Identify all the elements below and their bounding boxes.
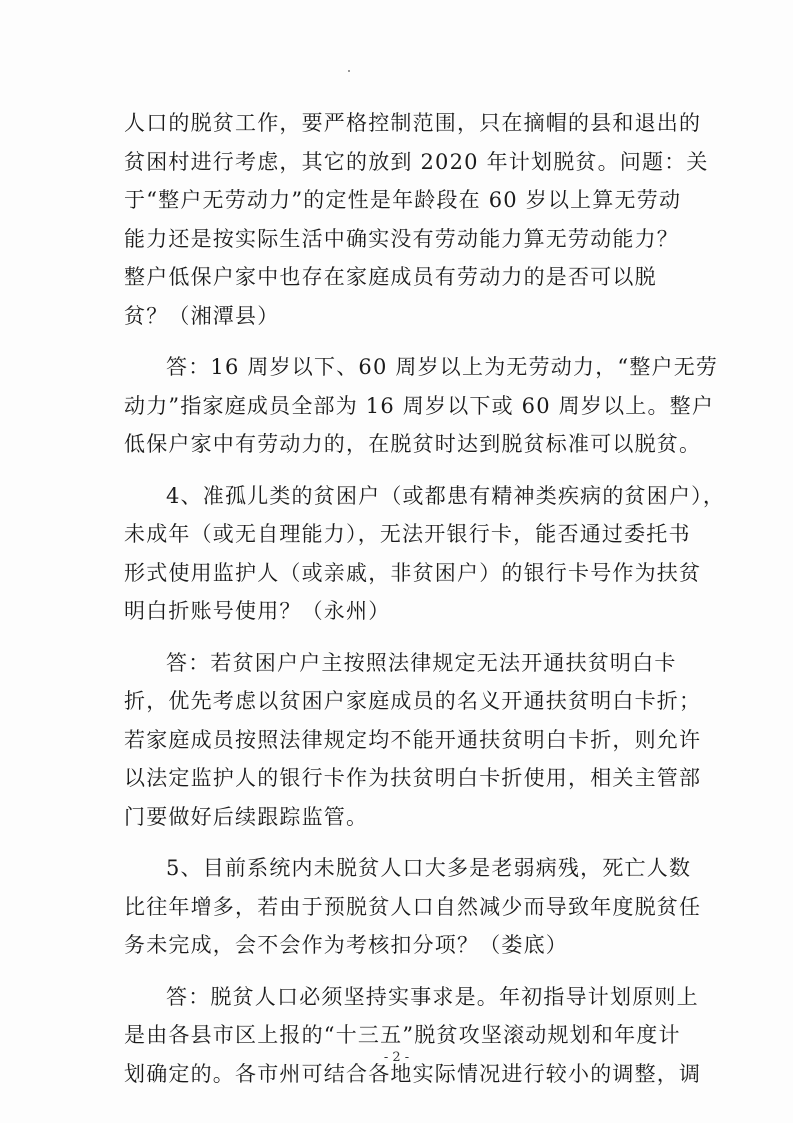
text-line: 4、准孤儿类的贫困户（或都患有精神类疾病的贫困户），	[166, 483, 726, 508]
text-line: 明白折账号使用？（永州）	[124, 599, 391, 623]
page-number: - 2 -	[383, 1050, 410, 1065]
text-line: 比往年增多，若由于预脱贫人口自然减少而导致年度脱贫任	[124, 894, 702, 919]
text-line: 答：脱贫人口必须坚持实事求是。年初指导计划原则上	[166, 984, 699, 1009]
text-line: 若家庭成员按照法律规定均不能开通扶贫明白卡折，则允许	[124, 727, 702, 752]
text-line: 于“整户无劳动力”的定性是年龄段在 60 岁以上算无劳动	[124, 188, 682, 212]
text-line: 以法定监护人的银行卡作为扶贫明白卡折使用，相关主管部	[124, 766, 702, 790]
text-line: 贫困村进行考虑，其它的放到 2020 年计划脱贫。问题：关	[124, 149, 709, 174]
text-line: 能力还是按实际生活中确实没有劳动能力算无劳动能力？	[124, 226, 679, 251]
paragraph-answer-3	[124, 348, 719, 464]
text-line: 5、目前系统内未脱贫人口大多是老弱病残，死亡人数	[166, 856, 692, 880]
text-line: 务未完成，会不会作为考核扣分项？（娄底）	[124, 933, 568, 957]
text-line: 折，优先考虑以贫困户家庭成员的名义开通扶贫明白卡折；	[124, 689, 702, 713]
document-body	[124, 104, 726, 1093]
text-line: 动力”指家庭成员全部为 16 周岁以下或 60 周岁以上。整户	[124, 393, 715, 418]
text-line: 整户低保户家中也存在家庭成员有劳动力的是否可以脱	[124, 265, 657, 289]
text-line: 贫？（湘潭县）	[124, 303, 280, 328]
text-line: 人口的脱贫工作，要严格控制范围，只在摘帽的县和退出的	[124, 111, 702, 135]
text-line: 低保户家中有劳动力的，在脱贫时达到脱贫标准可以脱贫。	[124, 432, 702, 456]
text-line: 形式使用监护人（或亲戚，非贫困户）的银行卡号作为扶贫	[124, 560, 702, 585]
text-line: 是由各县市区上报的“十三五”脱贫攻坚滚动规划和年度计	[124, 1023, 681, 1047]
paragraph-question-4	[124, 477, 726, 631]
scan-speck	[348, 70, 350, 72]
text-line: 划确定的。各市州可结合各地实际情况进行较小的调整，调	[124, 1061, 702, 1086]
paragraph-question-5	[124, 849, 702, 965]
paragraph-answer-4	[124, 644, 702, 837]
text-line: 答：16 周岁以下、60 周岁以上为无劳动力，“整户无劳	[166, 355, 719, 379]
paragraph-answer-5	[124, 978, 702, 1094]
text-line: 答：若贫困户户主按照法律规定无法开通扶贫明白卡	[166, 650, 677, 675]
text-line: 门要做好后续跟踪监管。	[124, 804, 369, 829]
text-line: 未成年（或无自理能力），无法开银行卡，能否通过委托书	[124, 522, 691, 546]
paragraph-1	[124, 104, 709, 335]
